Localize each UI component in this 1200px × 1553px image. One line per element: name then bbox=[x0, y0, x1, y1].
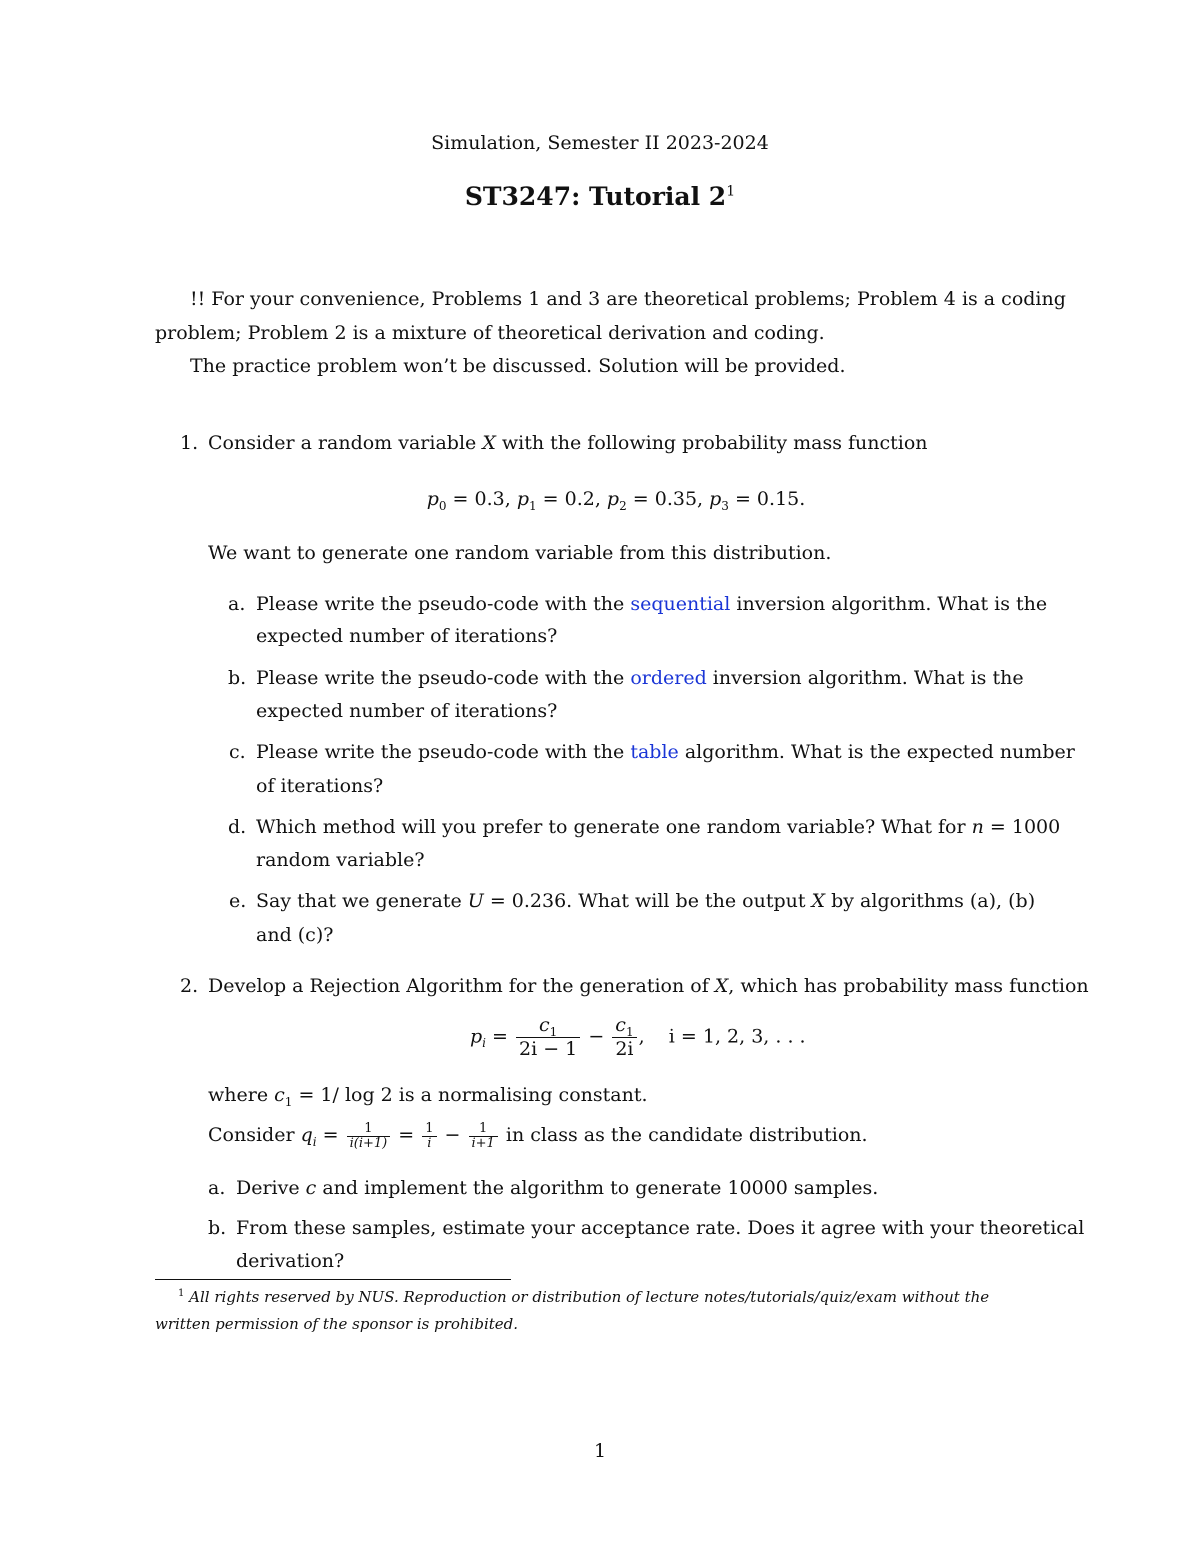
problem-2-pmf-equation: $p_i$ = $\frac{c_1}{2i - 1}$ − $\frac{c_1}{2i}$ , i = 1, 2, 3, . . . bbox=[470, 1014, 806, 1060]
problem-1a-label: a. bbox=[228, 593, 246, 615]
problem-1e-label: e. bbox=[229, 890, 247, 912]
keyword-ordered: ordered bbox=[630, 667, 707, 689]
intro-line-3: The practice problem won’t be discussed. Solution will be provided. bbox=[190, 355, 846, 377]
problem-2-where: where $c_1 = 1/$ log 2 is a normalising constant. bbox=[208, 1084, 648, 1109]
keyword-table: table bbox=[630, 741, 679, 763]
problem-2-candidate: Consider $q_i$ = $\frac{1}{i(i+1)}$ = $\frac{1}{i}$ − $\frac{1}{i+1}$ in class as the candidate distribution. bbox=[208, 1121, 868, 1151]
problem-1a-text-line-2: expected number of iterations? bbox=[256, 625, 558, 647]
problem-2b-text-line-2: derivation? bbox=[236, 1250, 345, 1272]
problem-2b-label: b. bbox=[208, 1217, 227, 1239]
problem-1b-text-line-2: expected number of iterations? bbox=[256, 700, 558, 722]
page-title: ST3247: Tutorial $2^1$ bbox=[464, 182, 736, 211]
problem-2-number: 2. bbox=[180, 975, 199, 997]
problem-1d-label: d. bbox=[228, 816, 247, 838]
problem-1-stem: Consider a random variable X with the following probability mass function bbox=[208, 432, 928, 454]
footnote-rule bbox=[155, 1279, 511, 1280]
problem-1b-label: b. bbox=[228, 667, 247, 689]
title-footnote-mark: 1 bbox=[726, 183, 736, 200]
problem-1-number: 1. bbox=[180, 432, 199, 454]
problem-1b-text: Please write the pseudo-code with the ordered inversion algorithm. What is the bbox=[256, 667, 1024, 689]
fraction-1-over-i-i-plus-1: $\frac{1}{i(i+1)}$ bbox=[347, 1122, 391, 1150]
fraction-c1-over-2i: $\frac{c_1}{2i}$ bbox=[612, 1014, 636, 1061]
problem-1e-text-line-2: and (c)? bbox=[256, 924, 334, 946]
course-term: Simulation, Semester II 2023-2024 bbox=[431, 132, 769, 154]
problem-1c-text: Please write the pseudo-code with the table algorithm. What is the expected number bbox=[256, 741, 1075, 763]
problem-1-goal: We want to generate one random variable from this distribution. bbox=[208, 542, 832, 564]
problem-1d-text: Which method will you prefer to generate one random variable? What for n = 1000 bbox=[256, 816, 1061, 838]
problem-2a-text: Derive c and implement the algorithm to generate 10000 samples. bbox=[236, 1177, 879, 1199]
fraction-c1-over-2i-minus-1: $\frac{c_1}{2i - 1}$ bbox=[516, 1014, 580, 1061]
footnote-line-1: $^1$ All rights reserved by NUS. Reproduction or distribution of lecture notes/tutorials/quiz/exam without the bbox=[178, 1288, 990, 1306]
fraction-1-over-i: $\frac{1}{i}$ bbox=[422, 1122, 436, 1150]
problem-1a-text: Please write the pseudo-code with the sequential inversion algorithm. What is the bbox=[256, 593, 1048, 615]
problem-2-stem: Develop a Rejection Algorithm for the generation of X, which has probability mass function bbox=[208, 975, 1089, 997]
fraction-1-over-i-plus-1: $\frac{1}{i+1}$ bbox=[469, 1122, 498, 1150]
problem-1e-text: Say that we generate U = 0.236. What will be the output X by algorithms (a), (b) bbox=[256, 890, 1036, 912]
footnote-mark: 1 bbox=[178, 1288, 185, 1299]
problem-2a-label: a. bbox=[208, 1177, 226, 1199]
intro-line-2: problem; Problem 2 is a mixture of theoretical derivation and coding. bbox=[155, 322, 825, 344]
problem-1d-text-line-2: random variable? bbox=[256, 849, 425, 871]
keyword-sequential: sequential bbox=[630, 593, 731, 615]
footnote-line-2: written permission of the sponsor is prohibited. bbox=[155, 1315, 519, 1333]
problem-1c-text-line-2: of iterations? bbox=[256, 775, 384, 797]
intro-line-1: !! For your convenience, Problems 1 and 3 are theoretical problems; Problem 4 is a coding bbox=[190, 288, 1066, 310]
problem-1-pmf-equation: $p_0 = 0.3$, $p_1 = 0.2$, $p_2 = 0.35$, $p_3 = 0.15$. bbox=[426, 488, 806, 513]
problem-2b-text: From these samples, estimate your acceptance rate. Does it agree with your theoretical bbox=[236, 1217, 1085, 1239]
problem-1c-label: c. bbox=[229, 741, 246, 763]
page-number: 1 bbox=[593, 1440, 607, 1462]
